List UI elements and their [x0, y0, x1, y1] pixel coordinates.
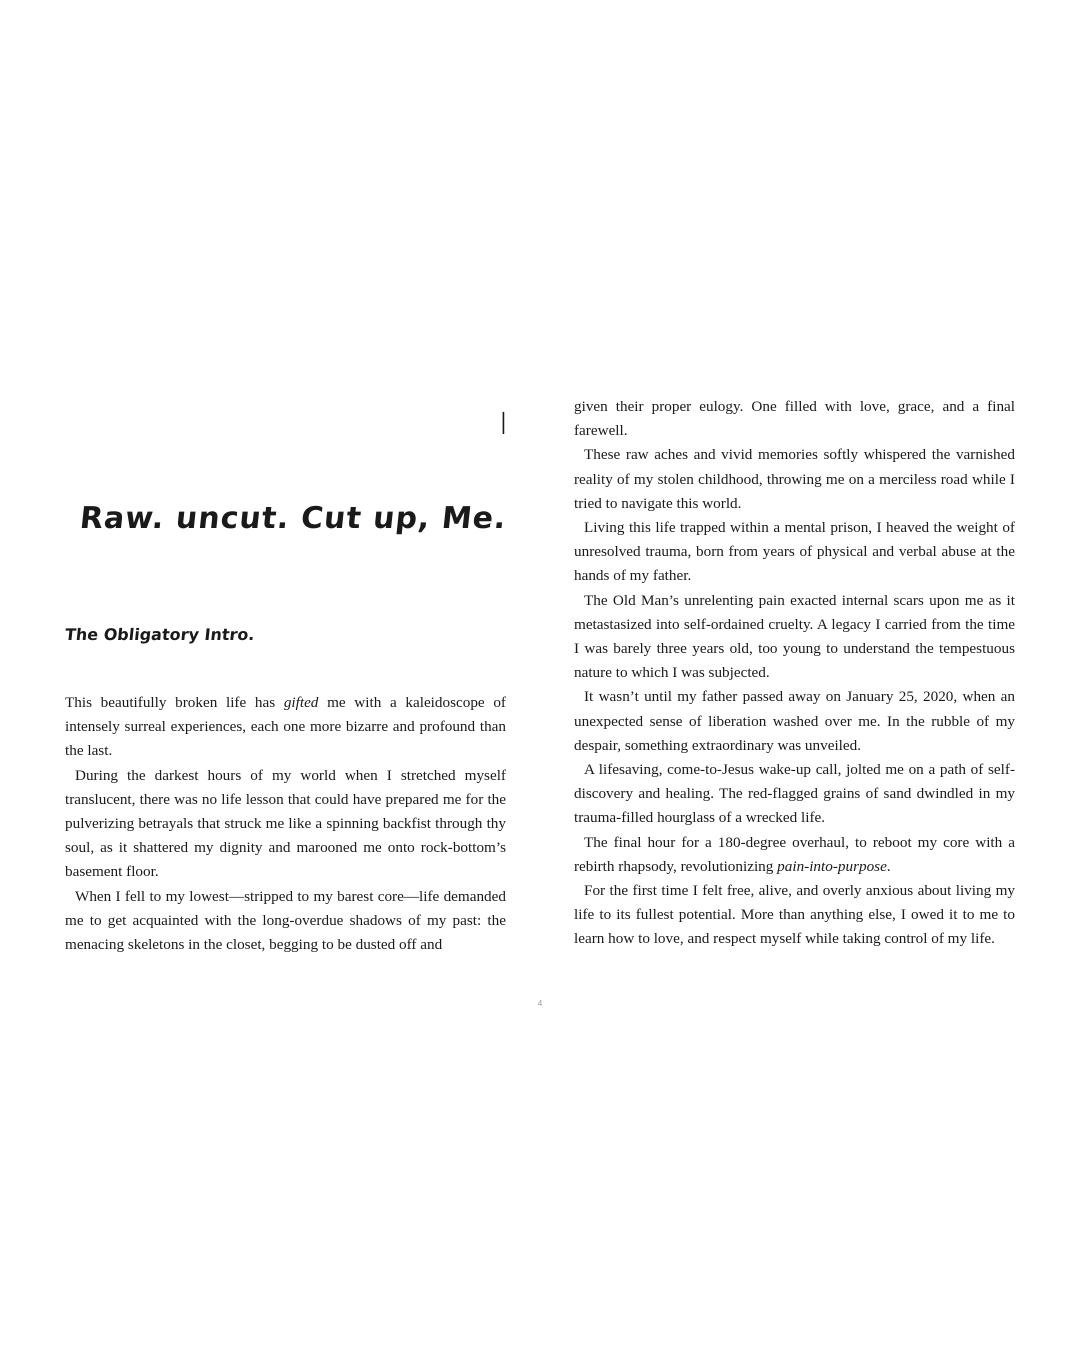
paragraph: For the first time I felt free, alive, and overly anxious about living my life to its fullest potential. More than anything else, I owed it to me to learn how to love, and respect myself while taking control of my life. [574, 882, 1015, 948]
paragraph: A lifesaving, come-to-Jesus wake-up call, jolted me on a path of self-discovery and healing. The red-flagged grains of sand dwindled in my trauma-filled hourglass of a wrecked life. [574, 761, 1015, 827]
paragraph: When I fell to my lowest—stripped to my barest core—life demanded me to get acquainted with the long-overdue shadows of my past: the menacing skeletons in the closet, begging to be dusted off and [65, 887, 506, 954]
paragraph: Living this life trapped within a mental prison, I heaved the weight of unresolved trauma, born from years of physical and verbal abuse at the hands of my father. [574, 519, 1015, 585]
left-body-text [65, 691, 506, 957]
paragraph: These raw aches and vivid memories softly whispered the varnished reality of my stolen childhood, throwing me on a merciless road while I tried to navigate this world. [574, 446, 1015, 512]
paragraph: given their proper eulogy. One filled with love, grace, and a final farewell. [574, 398, 1015, 440]
section-title: The Obligatory Intro. [64, 625, 256, 644]
paragraph: It wasn’t until my father passed away on January 25, 2020, when an unexpected sense of liberation washed over me. In the rubble of my despair, something extraordinary was unveiled. [574, 688, 1015, 754]
paragraph: The Old Man’s unrelenting pain exacted internal scars upon me as it metastasized into self-ordained cruelty. A legacy I carried from the time I was barely three years old, too young to understand the tempestuous nature to which I was subjected. [574, 591, 1015, 682]
paragraph: The final hour for a 180-degree overhaul, to reboot my core with a rebirth rhapsody, revolutionizing pain-into-purpose. [574, 833, 1015, 875]
chapter-number: I [501, 407, 506, 442]
right-page [574, 395, 1015, 952]
chapter-title: Raw. uncut. Cut up, Me. [77, 501, 508, 536]
paragraph: During the darkest hours of my world when I stretched myself translucent, there was no life lesson that could have prepared me for the pulverizing betrayals that struck me like a spinning backfist through thy soul, as it shattered my dignity and marooned me onto rock-bottom’s basement floor. [65, 766, 506, 881]
paragraph: This beautifully broken life has gifted me with a kaleidoscope of intensely surreal experiences, each one more bizarre and profound than the last. [65, 694, 506, 760]
page-number: 4 [537, 999, 543, 1008]
left-page [65, 0, 506, 1350]
